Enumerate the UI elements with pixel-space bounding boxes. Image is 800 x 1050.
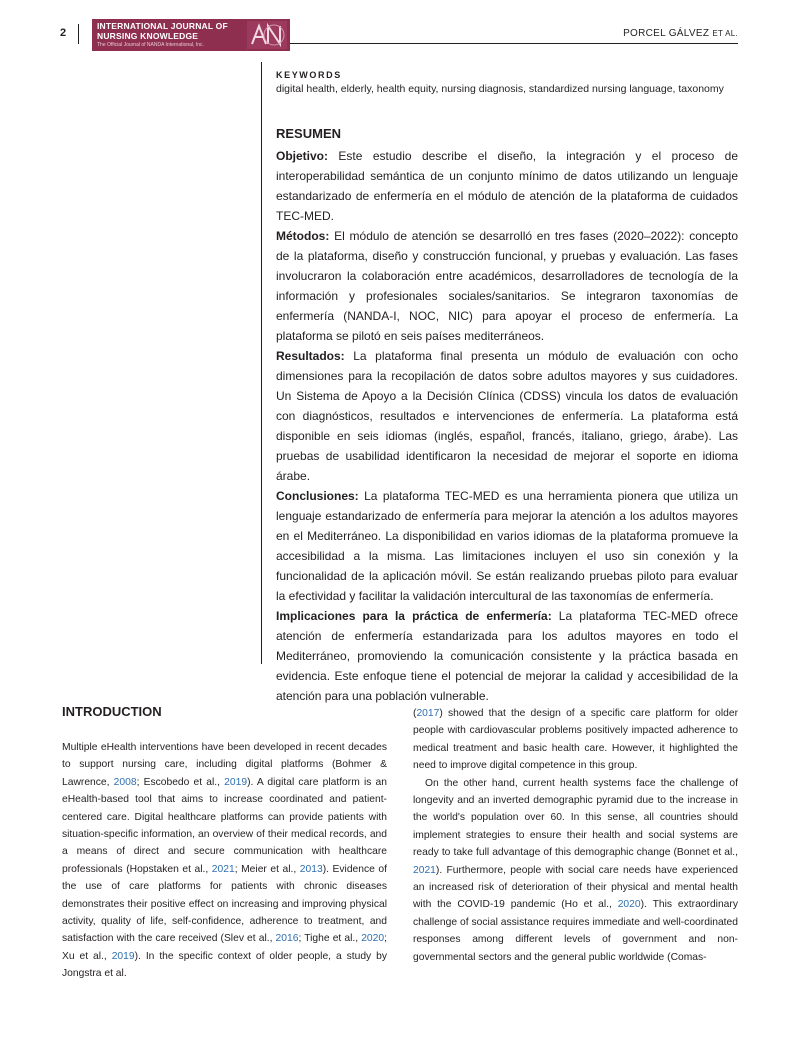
- resumen-metodos: [276, 226, 738, 346]
- text-run: ; Escobedo et al.,: [136, 776, 225, 788]
- intro-paragraph-1: [62, 739, 387, 983]
- keywords-list: digital health, elderly, health equity, nursing diagnosis, standardized nursing language, taxonomy: [276, 83, 724, 95]
- running-author-name: PORCEL GÁLVEZ: [623, 28, 710, 39]
- section-text: Este estudio describe el diseño, la integración y el proceso de interoperabilidad semántica de un conjunto mínimo de datos utilizando un lenguaje estandarizado de enfermería en el módulo de atención de la plataforma de cuidados TEC-MED.: [276, 149, 738, 223]
- text-run: On the other hand, current health systems face the challenge of longevity and an inverted demographic pyramid due to the increase in the world's population over 60. In this sense, all countries should implement strategies to ensure their health and social systems are ready to take full advantage of this demographic change (Bonnet et al.,: [413, 777, 738, 859]
- running-author-suffix: ET AL.: [712, 29, 738, 38]
- text-run: ). This extraordinary challenge of social assistance requires immediate and well-coordinated responses among different levels of government and non-governmental sectors and the general public worldwide (Comas-: [413, 899, 738, 963]
- citation-link[interactable]: 2019: [224, 776, 248, 788]
- text-run: ). Furthermore, people with social care needs have experienced an increased risk of deterioration of their physical and mental health with the COVID-19 pandemic (Ho et al.,: [413, 864, 738, 911]
- section-label: Resultados:: [276, 349, 345, 363]
- section-text: El módulo de atención se desarrolló en tres fases (2020–2022): concepto de la plataforma, diseño y construcción funcional, y pruebas y evaluación. Las fases involucraron la colaboración entre académicos, desarrolladores de tecnología de la información y profesionales sociales/sanitarios. Se integraron taxonomías de enfermería (NANDA-I, NOC, NIC) para apoyar el proceso de enfermería. La plataforma se pilotó en seis países mediterráneos.: [276, 229, 738, 343]
- resumen-body: [276, 146, 738, 706]
- intro-paragraph-2: [413, 775, 738, 966]
- citation-link[interactable]: 2016: [275, 933, 299, 945]
- journal-monogram-logo: [247, 21, 287, 49]
- text-run: ). Evidence of the use of care platforms for patients with chronic diseases demonstrates their positive effect on increasing and improving physical activity, quality of life, self-confidence, adherence to treatment, and satisfaction with the care received (Slev et al.,: [62, 863, 387, 945]
- introduction-column-right: [413, 705, 738, 966]
- text-run: ; Tighe et al.,: [298, 933, 362, 945]
- section-text: La plataforma TEC-MED ofrece atención de enfermería estandarizada para los adultos mayores en todo el Mediterráneo, promoviendo la comunicación consistente y la práctica basada en evidencia. Este enfoque tiene el potencial de mejorar la calidad y accesibilidad de la atención para una población vulnerable.: [276, 609, 738, 703]
- text-run: ). In the specific context of older people, a study by Jongstra et al.: [62, 950, 387, 980]
- citation-link[interactable]: 2008: [113, 776, 137, 788]
- citation-link[interactable]: 2020: [617, 899, 641, 911]
- journal-banner: [92, 19, 290, 51]
- running-author: [623, 28, 738, 39]
- abstract-side-rule: [261, 62, 262, 664]
- citation-link[interactable]: 2019: [111, 950, 135, 962]
- citation-link[interactable]: 2021: [413, 864, 436, 876]
- resumen-objetivo: [276, 146, 738, 226]
- resumen-title: RESUMEN: [276, 126, 342, 141]
- citation-link[interactable]: 2020: [361, 933, 385, 945]
- section-label: Objetivo:: [276, 149, 329, 163]
- text-run: ) showed that the design of a specific care platform for older people with cardiovascular problems positively impacted adherence to medical treatment and basic health care. However, it highlighted the need to improve digital competence in this group.: [413, 708, 738, 772]
- resumen-implicaciones: [276, 606, 738, 706]
- intro-paragraph-1-continued: [413, 705, 738, 775]
- keywords-heading: KEYWORDS: [276, 70, 342, 80]
- introduction-column-left: [62, 739, 387, 983]
- page-number: 2: [60, 27, 67, 39]
- header-divider: [78, 24, 79, 44]
- journal-tagline: The Official Journal of NANDA International, Inc.: [97, 42, 204, 48]
- section-label: Métodos:: [276, 229, 330, 243]
- section-text: La plataforma final presenta un módulo de evaluación con ocho dimensiones para la recopilación de datos sobre adultos mayores y sus cuidadores. Un Sistema de Apoyo a la Decisión Clínica (CDSS) vincula los datos de evaluación con diagnósticos, resultados e intervenciones de enfermería. La plataforma está disponible en seis idiomas (inglés, español, francés, italiano, griego, árabe). Las pruebas de usabilidad identificaron la necesidad de mejorar el soporte en idioma árabe.: [276, 349, 738, 483]
- section-text: La plataforma TEC-MED es una herramienta pionera que utiliza un lenguaje estandarizado de enfermería para mejorar la atención a los adultos mayores en el Mediterráneo. La disponibilidad en varios idiomas de la plataforma promueve la accesibilidad a la misma. Las limitaciones incluyen el uso sin conexión y la funcionalidad de la aplicación móvil. Se están realizando pruebas piloto para evaluar la efectividad y facilitar la validación intercultural de las taxonomías de enfermería.: [276, 489, 738, 603]
- text-run: ; Xu et al.,: [62, 933, 387, 962]
- resumen-conclusiones: [276, 486, 738, 606]
- text-run: ; Meier et al.,: [234, 863, 300, 875]
- journal-name-line1: INTERNATIONAL JOURNAL OF: [97, 21, 228, 31]
- text-run: (: [413, 708, 417, 719]
- resumen-resultados: [276, 346, 738, 486]
- citation-link[interactable]: 2017: [416, 708, 440, 719]
- journal-name-line2: NURSING KNOWLEDGE: [97, 31, 199, 41]
- citation-link[interactable]: 2021: [211, 863, 235, 875]
- section-label: Implicaciones para la práctica de enfermería:: [276, 609, 552, 623]
- introduction-heading: INTRODUCTION: [62, 704, 162, 719]
- text-run: Multiple eHealth interventions have been developed in recent decades to support nursing care, including digital platforms (Bohmer & Lawrence,: [62, 742, 387, 788]
- section-label: Conclusiones:: [276, 489, 359, 503]
- citation-link[interactable]: 2013: [299, 863, 323, 875]
- text-run: ). A digital care platform is an eHealth-based tool that aims to increase coordinated and patient-centered care. Digital healthcare platforms can provide patients with situation-specific information, an overview of their medical records, and a means of direct and secure communication with healthcare professionals (Hopstaken et al.,: [62, 776, 387, 875]
